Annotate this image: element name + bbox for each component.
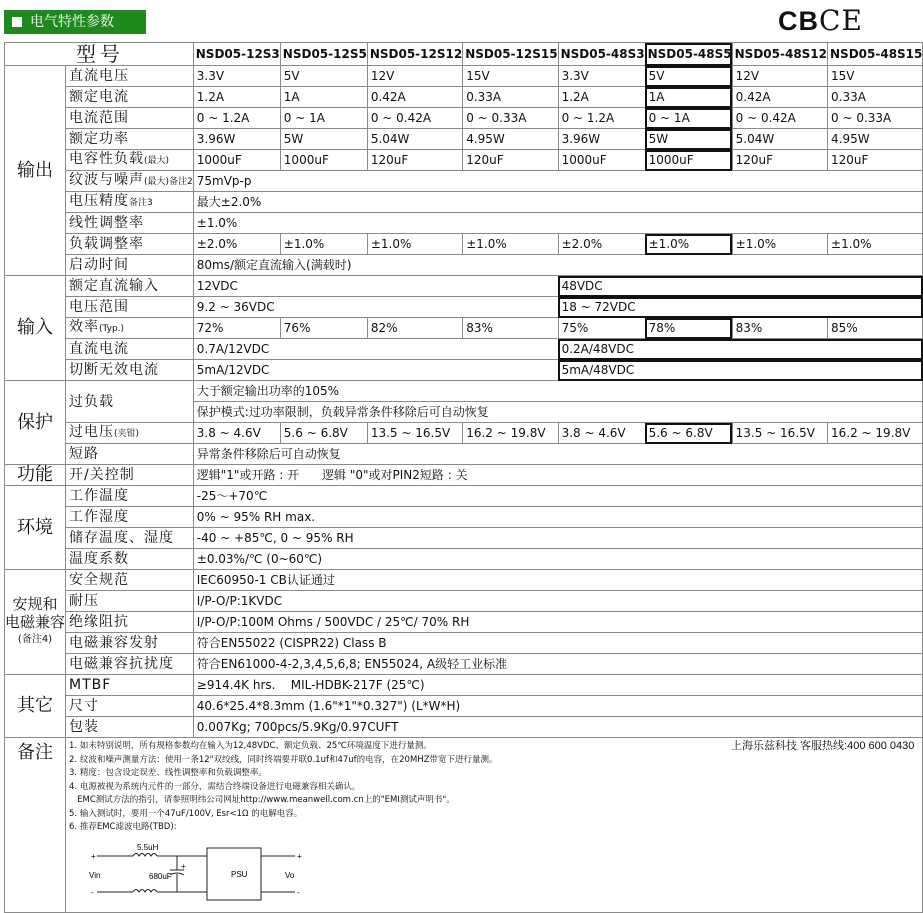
- cell: 3.8 ~ 4.6V: [193, 423, 280, 444]
- cell: 0.7A/12VDC: [193, 339, 558, 360]
- cell: 85%: [828, 318, 923, 339]
- cell: 120uF: [732, 150, 827, 171]
- cell: ±1.0%: [280, 234, 367, 255]
- row-label-note: (Typ.): [99, 324, 125, 334]
- cell: 符合EN61000-4-2,3,4,5,6,8; EN55024, A级轻工业标准: [193, 654, 923, 675]
- section-title: 电气特性参数: [30, 14, 114, 30]
- row-label: 线性调整率: [66, 213, 194, 234]
- cell: 72%: [193, 318, 280, 339]
- cell: 0 ~ 1A: [645, 108, 732, 129]
- cell: 40.6*25.4*8.3mm (1.6"*1"*0.327") (L*W*H): [193, 696, 923, 717]
- row-label: 绝缘阻抗: [66, 612, 194, 633]
- vo-plus: +: [297, 852, 302, 861]
- cell: 1A: [280, 87, 367, 108]
- cell: ±2.0%: [558, 234, 645, 255]
- cell: 120uF: [463, 150, 558, 171]
- group-notes: 备注: [5, 738, 66, 913]
- cell: ±0.03%/℃ (0~60℃): [193, 549, 923, 570]
- cell: 5W: [280, 129, 367, 150]
- cell: 83%: [463, 318, 558, 339]
- group-environment: 环境: [5, 486, 66, 570]
- cell: 0 ~ 1A: [280, 108, 367, 129]
- row-label-note: 备注3: [129, 198, 153, 208]
- square-bullet-icon: [12, 17, 22, 27]
- cell: 5.6 ~ 6.8V: [645, 423, 732, 444]
- table-row: [5, 255, 923, 276]
- cell: 5.04W: [367, 129, 462, 150]
- table-row: [5, 591, 923, 612]
- table-row: [5, 276, 923, 297]
- cell: 3.96W: [558, 129, 645, 150]
- note-line: 2. 纹波和噪声测量方法：使用一条12"双绞线，同时终端要并联0.1uf和47uf的电容，在20MHZ带宽下进行量测。: [69, 754, 498, 765]
- cell: 3.96W: [193, 129, 280, 150]
- table-row: [5, 528, 923, 549]
- cell: 0 ~ 0.42A: [367, 108, 462, 129]
- note-line: 4. 电源被视为系统内元件的一部分，需结合终端设备进行电磁兼容相关确认。: [69, 781, 361, 792]
- table-row: [5, 507, 923, 528]
- cell: 0 ~ 0.33A: [463, 108, 558, 129]
- row-label: 过负载: [66, 381, 194, 423]
- cell: 5mA/48VDC: [558, 360, 923, 381]
- table-row: [5, 108, 923, 129]
- row-label: 直流电流: [66, 339, 194, 360]
- cell: 0.2A/48VDC: [558, 339, 923, 360]
- cell: 1000uF: [280, 150, 367, 171]
- model-name: NSD05-12S5: [280, 43, 367, 66]
- note-line: 3. 精度：包含设定误差、线性调整率和负载调整率。: [69, 768, 267, 778]
- model-name: NSD05-48S15: [828, 43, 923, 66]
- table-row: [5, 486, 923, 507]
- cell: 4.95W: [828, 129, 923, 150]
- cell: 13.5 ~ 16.5V: [367, 423, 462, 444]
- cell: 12V: [367, 66, 462, 87]
- row-label: 电流范围: [66, 108, 194, 129]
- cell: 1000uF: [193, 150, 280, 171]
- row-label: 电磁兼容抗扰度: [66, 654, 194, 675]
- table-row: [5, 87, 923, 108]
- cell: 1.2A: [193, 87, 280, 108]
- row-label: 负载调整率: [66, 234, 194, 255]
- cell: 120uF: [828, 150, 923, 171]
- model-name: NSD05-12S12: [367, 43, 462, 66]
- cell: 4.95W: [463, 129, 558, 150]
- cell: 1.2A: [558, 87, 645, 108]
- table-row: [5, 633, 923, 654]
- table-row: [5, 381, 923, 402]
- cell: 5W: [645, 129, 732, 150]
- table-row: [5, 192, 923, 213]
- table-row: [5, 444, 923, 465]
- row-label-text: 纹波与噪声: [69, 172, 145, 188]
- cell: 82%: [367, 318, 462, 339]
- notes-row: [5, 738, 923, 913]
- row-label: [66, 192, 194, 213]
- cell: 83%: [732, 318, 827, 339]
- row-label: 启动时间: [66, 255, 194, 276]
- group-output: 输出: [5, 66, 66, 276]
- inductor-label: 5.5uH: [137, 843, 159, 852]
- row-label-text: 电压精度: [69, 193, 130, 209]
- cell: 13.5 ~ 16.5V: [732, 423, 827, 444]
- cell: 16.2 ~ 19.8V: [828, 423, 923, 444]
- group-other: 其它: [5, 675, 66, 738]
- cell: 0 ~ 1.2A: [558, 108, 645, 129]
- cell: 48VDC: [558, 276, 923, 297]
- cell: 120uF: [367, 150, 462, 171]
- cell: 符合EN55022 (CISPR22) Class B: [193, 633, 923, 654]
- cell: 16.2 ~ 19.8V: [463, 423, 558, 444]
- model-name: NSD05-48S5: [645, 43, 732, 66]
- group-safety-note: (备注4): [17, 634, 53, 645]
- cell: I/P-O/P:100M Ohms / 500VDC / 25℃/ 70% RH: [193, 612, 923, 633]
- cap-plus-label: +: [181, 862, 186, 871]
- cell: 75%: [558, 318, 645, 339]
- cell: 大于额定输出功率的105%: [193, 381, 923, 402]
- table-row: [5, 360, 923, 381]
- section-title-bar: [4, 10, 146, 34]
- row-label: 切断无效电流: [66, 360, 194, 381]
- cell: 15V: [828, 66, 923, 87]
- group-function: 功能: [5, 465, 66, 486]
- cell: 0.42A: [367, 87, 462, 108]
- vin-plus: +: [91, 852, 96, 861]
- cell: 0.33A: [463, 87, 558, 108]
- row-label: 开/关控制: [66, 465, 194, 486]
- cell: 78%: [645, 318, 732, 339]
- cell: ±1.0%: [193, 213, 923, 234]
- note-line: EMC测试方法的指引，请参照明纬公司网址http://www.meanwell.com.cn上的"EMI测试声明书"。: [69, 795, 455, 805]
- row-label-text: 过电压: [69, 424, 115, 440]
- cell: IEC60950-1 CB认证通过: [193, 570, 923, 591]
- table-row: [5, 612, 923, 633]
- emc-filter-circuit: [89, 842, 329, 904]
- table-row: [5, 423, 923, 444]
- cell: 最大±2.0%: [193, 192, 923, 213]
- row-label: 额定功率: [66, 129, 194, 150]
- row-label: [66, 423, 194, 444]
- model-name: NSD05-12S15: [463, 43, 558, 66]
- cell: 异常条件移除后可自动恢复: [193, 444, 923, 465]
- vo-minus: -: [297, 888, 300, 897]
- table-row: [5, 570, 923, 591]
- row-label: 短路: [66, 444, 194, 465]
- model-name: NSD05-12S3: [193, 43, 280, 66]
- psu-label: PSU: [231, 870, 248, 879]
- service-hotline: 上海乐兹科技 客服热线:400 600 0430: [730, 740, 915, 752]
- cell: ±1.0%: [732, 234, 827, 255]
- table-row: [5, 213, 923, 234]
- row-label: [66, 318, 194, 339]
- note-line: 5. 输入测试时，要用一个47uF/100V, Esr<1Ω 的电解电容。: [69, 808, 303, 819]
- cell: ±1.0%: [367, 234, 462, 255]
- cell: 15V: [463, 66, 558, 87]
- table-row: [5, 717, 923, 738]
- vin-label: Vin: [89, 871, 101, 880]
- cell: 5V: [280, 66, 367, 87]
- row-label: 额定直流输入: [66, 276, 194, 297]
- cell: 0.42A: [732, 87, 827, 108]
- row-label: [66, 150, 194, 171]
- cell: ±1.0%: [645, 234, 732, 255]
- row-label: 直流电压: [66, 66, 194, 87]
- group-safety: [5, 570, 66, 675]
- table-row: [5, 339, 923, 360]
- table-row: [5, 696, 923, 717]
- cell: 0% ~ 95% RH max.: [193, 507, 923, 528]
- cell: 1000uF: [645, 150, 732, 171]
- vo-label: Vo: [285, 871, 295, 880]
- table-row: [5, 465, 923, 486]
- row-label: 工作温度: [66, 486, 194, 507]
- note-line: 6. 推荐EMC滤波电路(TBD):: [69, 822, 177, 832]
- cell: 3.8 ~ 4.6V: [558, 423, 645, 444]
- vin-minus: -: [91, 888, 94, 897]
- model-header-row: [5, 43, 923, 66]
- table-row: [5, 654, 923, 675]
- cell: 9.2 ~ 36VDC: [193, 297, 558, 318]
- table-row: [5, 318, 923, 339]
- cell: 0 ~ 1.2A: [193, 108, 280, 129]
- row-label: [66, 171, 194, 192]
- model-name: NSD05-48S12: [732, 43, 827, 66]
- group-safety-line1: 安规和: [12, 595, 58, 613]
- row-label: 额定电流: [66, 87, 194, 108]
- cell: ±1.0%: [463, 234, 558, 255]
- cell: 0 ~ 0.42A: [732, 108, 827, 129]
- model-header-label: 型号: [5, 43, 194, 66]
- cell: 保护模式:过功率限制，负载异常条件移除后可自动恢复: [193, 402, 923, 423]
- table-row: [5, 171, 923, 192]
- cell: 3.3V: [558, 66, 645, 87]
- cell: 12V: [732, 66, 827, 87]
- row-label-text: 电容性负载: [69, 151, 145, 167]
- row-label: 电磁兼容发射: [66, 633, 194, 654]
- note-line: 1. 如未特别说明，所有规格参数均在输入为12,48VDC、额定负载、25℃环境温度下进行量测。: [69, 741, 432, 751]
- table-row: [5, 234, 923, 255]
- row-label-note: (最大): [144, 156, 170, 166]
- table-row: [5, 297, 923, 318]
- cell: 0.007Kg; 700pcs/5.9Kg/0.97CUFT: [193, 717, 923, 738]
- row-label: 电压范围: [66, 297, 194, 318]
- cell: 5.6 ~ 6.8V: [280, 423, 367, 444]
- group-protection: 保护: [5, 381, 66, 465]
- group-input: 输入: [5, 276, 66, 381]
- table-row: [5, 66, 923, 87]
- cell: ≥914.4K hrs. MIL-HDBK-217F (25℃): [193, 675, 923, 696]
- cell: 75mVp-p: [193, 171, 923, 192]
- row-label-text: 效率: [69, 319, 100, 335]
- row-label: 安全规范: [66, 570, 194, 591]
- row-label-note: (最大)备注2: [144, 177, 193, 187]
- row-label: 工作湿度: [66, 507, 194, 528]
- cell: -40 ~ +85℃, 0 ~ 95% RH: [193, 528, 923, 549]
- cell: 0 ~ 0.33A: [828, 108, 923, 129]
- cell: 1A: [645, 87, 732, 108]
- cell: 1000uF: [558, 150, 645, 171]
- cell: I/P-O/P:1KVDC: [193, 591, 923, 612]
- cell: 3.3V: [193, 66, 280, 87]
- row-label: 耐压: [66, 591, 194, 612]
- model-name: NSD05-48S3: [558, 43, 645, 66]
- cell: 5V: [645, 66, 732, 87]
- cell: ±2.0%: [193, 234, 280, 255]
- table-row: [5, 150, 923, 171]
- cell: 76%: [280, 318, 367, 339]
- row-label: 储存温度、湿度: [66, 528, 194, 549]
- row-label: 尺寸: [66, 696, 194, 717]
- notes-block: [69, 738, 922, 897]
- table-row: [5, 549, 923, 570]
- cb-ce-certification-logo: CBCE: [778, 4, 863, 37]
- group-safety-line2: 电磁兼容: [5, 613, 66, 631]
- row-label: 包装: [66, 717, 194, 738]
- row-label: MTBF: [66, 675, 194, 696]
- notes-cell: [66, 738, 923, 913]
- row-label-note: (夹钳): [114, 429, 140, 439]
- table-row: [5, 129, 923, 150]
- cell: 18 ~ 72VDC: [558, 297, 923, 318]
- cell: ±1.0%: [828, 234, 923, 255]
- cell: 12VDC: [193, 276, 558, 297]
- cell: 0.33A: [828, 87, 923, 108]
- cell: 5.04W: [732, 129, 827, 150]
- cell: 80ms/额定直流输入(满载时): [193, 255, 923, 276]
- capacitor-label: 680uF: [149, 872, 172, 881]
- cell: 5mA/12VDC: [193, 360, 558, 381]
- cell: 逻辑"1"或开路 : 开 逻辑 "0"或对PIN2短路 : 关: [193, 465, 923, 486]
- table-row: [5, 675, 923, 696]
- row-label: 温度系数: [66, 549, 194, 570]
- spec-table: [4, 42, 923, 913]
- cell: -25～+70℃: [193, 486, 923, 507]
